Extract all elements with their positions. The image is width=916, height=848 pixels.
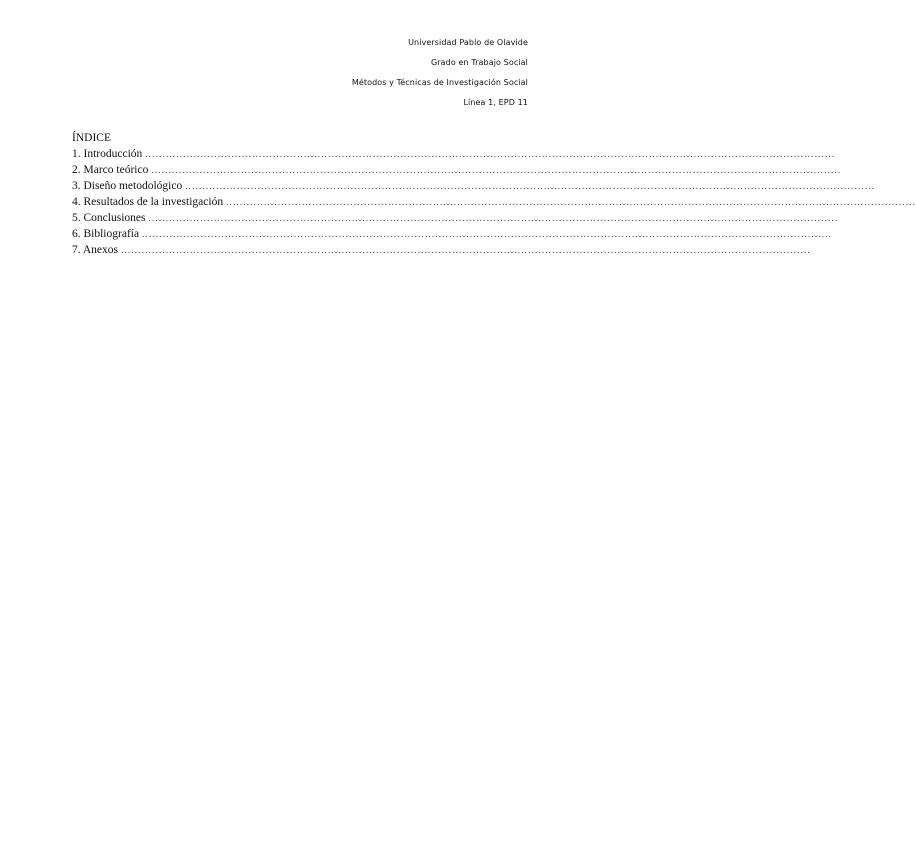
toc-dot-leader: ........................................................................................................................................................................................................ xyxy=(148,213,839,223)
toc-dot-leader: ........................................................................................................................................................................................................ xyxy=(145,149,836,159)
toc-dot-leader: ........................................................................................................................................................................................................ xyxy=(142,229,833,239)
degree-name: Grado en Trabajo Social xyxy=(430,58,528,67)
toc-entry-label: 6. Bibliografía xyxy=(72,228,140,240)
toc-entry-conclusiones xyxy=(72,210,839,226)
university-name: Universidad Pablo de Olavide xyxy=(408,38,528,47)
table-of-contents xyxy=(72,130,916,258)
toc-entry-diseno-metodologico xyxy=(72,178,876,194)
toc-entry-label: 1. Introducción xyxy=(72,148,143,160)
toc-dot-leader: ........................................................................................................................................................................................................ xyxy=(185,181,876,191)
group-line: Línea 1, EPD 11 xyxy=(463,98,528,107)
toc-title: ÍNDICE xyxy=(72,132,111,144)
toc-entry-label: 4. Resultados de la investigación xyxy=(72,196,224,208)
course-name: Métodos y Técnicas de Investigación Social xyxy=(351,78,528,87)
toc-entry-label: 2. Marco teórico xyxy=(72,164,149,176)
toc-entry-bibliografia xyxy=(72,226,833,242)
toc-entry-anexos xyxy=(72,242,811,258)
toc-entry-label: 5. Conclusiones xyxy=(72,212,146,224)
toc-entry-label: 3. Diseño metodológico xyxy=(72,180,183,192)
toc-entry-label: 7. Anexos xyxy=(72,244,118,256)
toc-dot-leader: ........................................................................................................................................................................................................ xyxy=(151,165,842,175)
toc-dot-leader: ........................................................................................................................................................................................................ xyxy=(121,245,811,255)
toc-entry-resultados xyxy=(72,194,916,210)
document-header xyxy=(352,33,528,113)
toc-entry-marco-teorico xyxy=(72,162,842,178)
toc-dot-leader: ........................................................................................................................................................................................................ xyxy=(226,197,916,207)
toc-entry-introduccion xyxy=(72,146,836,162)
